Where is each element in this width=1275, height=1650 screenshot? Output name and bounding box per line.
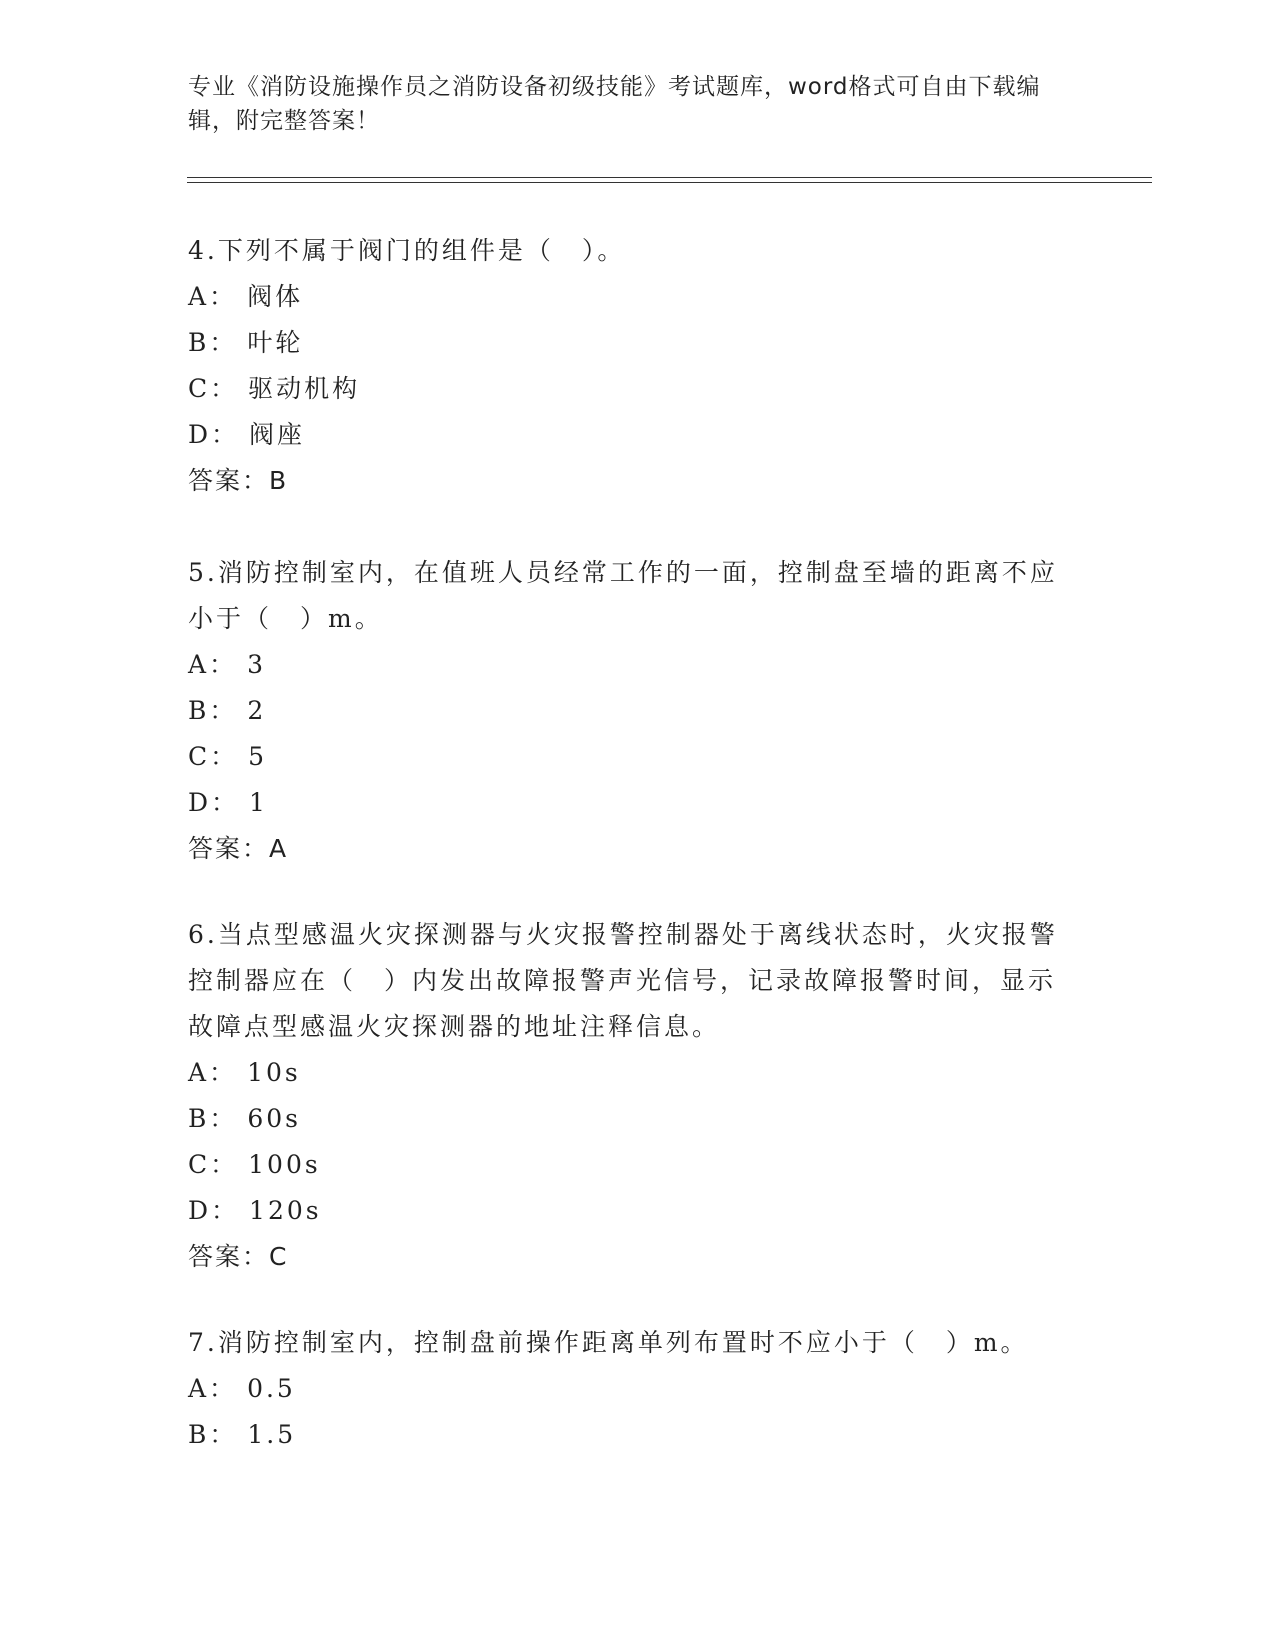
option-a bbox=[188, 274, 1068, 320]
option-text: 10s bbox=[247, 1058, 301, 1087]
option-letter: B： bbox=[188, 1104, 238, 1133]
answer-line bbox=[188, 458, 1068, 504]
header-divider-top bbox=[187, 177, 1152, 178]
answer-value: B bbox=[269, 466, 289, 495]
option-b bbox=[188, 688, 1068, 734]
option-letter: C： bbox=[188, 742, 239, 771]
header-divider-bottom bbox=[187, 182, 1152, 183]
option-text: 0.5 bbox=[247, 1374, 296, 1403]
option-d bbox=[188, 780, 1068, 826]
option-text: 5 bbox=[248, 742, 268, 771]
option-letter: B： bbox=[188, 328, 238, 357]
option-b bbox=[188, 320, 1068, 366]
option-c bbox=[188, 1142, 1068, 1188]
question-4 bbox=[188, 228, 1068, 504]
option-b bbox=[188, 1096, 1068, 1142]
option-text: 100s bbox=[248, 1150, 321, 1179]
answer-line bbox=[188, 1234, 1068, 1280]
answer-label: 答案： bbox=[188, 834, 270, 863]
option-c bbox=[188, 734, 1068, 780]
option-letter: B： bbox=[188, 1420, 238, 1449]
option-text: 60s bbox=[247, 1104, 302, 1133]
option-letter: C： bbox=[188, 1150, 239, 1179]
document-header: 专业《消防设施操作员之消防设备初级技能》考试题库，word格式可自由下载编辑，附完整答案！ bbox=[188, 74, 1041, 134]
option-d bbox=[188, 1188, 1068, 1234]
option-text: 阀体 bbox=[247, 282, 304, 311]
question-stem: 4.下列不属于阀门的组件是（ ）。 bbox=[188, 236, 626, 265]
question-6 bbox=[188, 912, 1068, 1280]
option-text: 2 bbox=[247, 696, 267, 725]
option-text: 阀座 bbox=[249, 420, 306, 449]
answer-value: A bbox=[269, 834, 289, 863]
option-a bbox=[188, 1366, 1068, 1412]
question-stem: 7.消防控制室内，控制盘前操作距离单列布置时不应小于（ ）m。 bbox=[188, 1328, 1029, 1357]
option-text: 1.5 bbox=[247, 1420, 297, 1449]
question-7 bbox=[188, 1320, 1068, 1458]
option-letter: D： bbox=[188, 420, 240, 449]
option-d bbox=[188, 412, 1068, 458]
option-b bbox=[188, 1412, 1068, 1458]
option-text: 3 bbox=[247, 650, 266, 679]
option-c bbox=[188, 366, 1068, 412]
option-text: 叶轮 bbox=[247, 328, 304, 357]
answer-line bbox=[188, 826, 1068, 872]
option-letter: A： bbox=[188, 1058, 238, 1087]
option-a bbox=[188, 642, 1068, 688]
question-stem: 5.消防控制室内，在值班人员经常工作的一面，控制盘至墙的距离不应小于（ ）m。 bbox=[188, 558, 1058, 633]
answer-label: 答案： bbox=[188, 1242, 270, 1271]
question-stem: 6.当点型感温火灾探测器与火灾报警控制器处于离线状态时，火灾报警控制器应在（ ）内发出故障报警声光信号，记录故障报警时间，显示故障点型感温火灾探测器的地址注释信息。 bbox=[188, 920, 1058, 1041]
option-letter: D： bbox=[188, 1196, 240, 1225]
option-text: 1 bbox=[249, 788, 268, 817]
option-letter: D： bbox=[188, 788, 240, 817]
option-letter: C： bbox=[188, 374, 239, 403]
option-a bbox=[188, 1050, 1068, 1096]
answer-value: C bbox=[269, 1242, 289, 1271]
option-letter: A： bbox=[188, 282, 238, 311]
answer-label: 答案： bbox=[188, 466, 270, 495]
option-text: 120s bbox=[249, 1196, 322, 1225]
question-5 bbox=[188, 550, 1068, 872]
option-letter: B： bbox=[188, 696, 238, 725]
option-text: 驱动机构 bbox=[248, 374, 361, 403]
option-letter: A： bbox=[188, 1374, 238, 1403]
option-letter: A： bbox=[188, 650, 238, 679]
